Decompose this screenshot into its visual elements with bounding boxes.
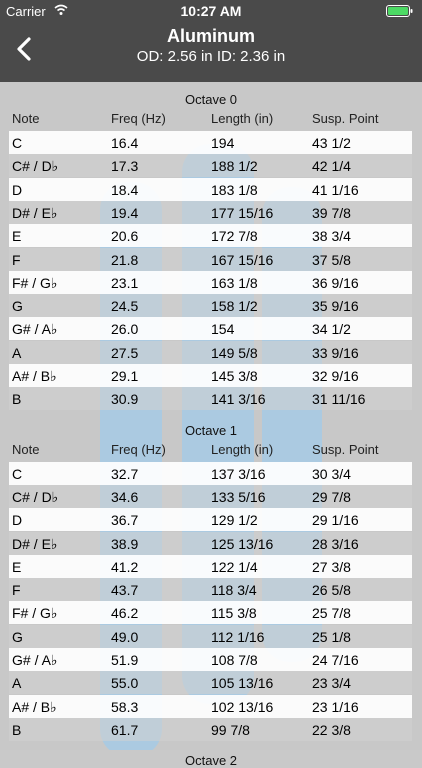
note-cell: C# / D♭ bbox=[12, 158, 59, 175]
susp-point-cell: 37 5/8 bbox=[312, 251, 351, 268]
note-cell: F bbox=[12, 582, 21, 599]
length-cell: 108 7/8 bbox=[211, 652, 258, 668]
susp-point-cell: 42 1/4 bbox=[312, 158, 351, 175]
freq-cell: 49.0 bbox=[111, 628, 139, 645]
length-cell: 129 1/2 bbox=[211, 512, 258, 529]
note-cell: B bbox=[12, 391, 22, 408]
susp-point-cell: 33 9/16 bbox=[312, 344, 359, 361]
note-cell: C bbox=[12, 465, 23, 482]
table-row[interactable] bbox=[9, 131, 412, 154]
table-row[interactable] bbox=[9, 485, 412, 508]
clock-time: 10:27 AM bbox=[180, 3, 242, 19]
table-row[interactable] bbox=[9, 294, 412, 317]
table-row[interactable] bbox=[9, 462, 412, 485]
susp-point-cell: 28 3/16 bbox=[312, 535, 359, 552]
note-cell: A bbox=[12, 344, 22, 361]
length-cell: 122 1/4 bbox=[211, 558, 258, 575]
susp-point-cell: 41 1/16 bbox=[312, 181, 359, 198]
note-cell: C bbox=[12, 135, 23, 151]
freq-cell: 55.0 bbox=[111, 675, 139, 692]
page-subtitle: OD: 2.56 in ID: 2.36 in bbox=[136, 48, 286, 65]
column-header: Freq (Hz) bbox=[111, 111, 166, 126]
note-cell: G bbox=[12, 628, 23, 645]
column-header: Length (in) bbox=[211, 441, 274, 457]
length-cell: 118 3/4 bbox=[211, 582, 257, 599]
susp-point-cell: 24 7/16 bbox=[312, 652, 359, 668]
table-row[interactable] bbox=[9, 317, 412, 340]
freq-cell: 23.1 bbox=[111, 274, 139, 291]
susp-point-cell: 25 1/8 bbox=[312, 628, 351, 645]
note-cell: E bbox=[12, 558, 22, 575]
length-cell: 102 13/16 bbox=[211, 698, 274, 715]
table-row[interactable] bbox=[9, 625, 412, 648]
susp-point-cell: 29 7/8 bbox=[312, 488, 351, 505]
table-row[interactable] bbox=[9, 224, 412, 247]
table-header bbox=[0, 109, 422, 129]
length-cell: 125 13/16 bbox=[211, 535, 274, 552]
table-header bbox=[0, 440, 422, 460]
susp-point-cell: 22 3/8 bbox=[312, 721, 351, 738]
length-cell: 188 1/2 bbox=[211, 158, 258, 175]
length-cell: 163 1/8 bbox=[211, 274, 258, 291]
freq-cell: 19.4 bbox=[111, 204, 139, 221]
octave-heading: Octave 2 bbox=[184, 753, 238, 768]
table-row[interactable] bbox=[9, 601, 412, 624]
susp-point-cell: 23 1/16 bbox=[312, 698, 359, 715]
note-cell: D bbox=[12, 512, 23, 529]
length-cell: 133 5/16 bbox=[211, 488, 266, 505]
table-row[interactable] bbox=[9, 178, 412, 201]
susp-point-cell: 29 1/16 bbox=[312, 512, 359, 529]
table-row[interactable] bbox=[9, 248, 412, 271]
length-cell: 145 3/8 bbox=[211, 368, 258, 384]
susp-point-cell: 27 3/8 bbox=[312, 558, 351, 575]
table-row[interactable] bbox=[9, 201, 412, 224]
column-header: Susp. Point bbox=[312, 441, 379, 457]
susp-point-cell: 38 3/4 bbox=[312, 228, 351, 245]
susp-point-cell: 36 9/16 bbox=[312, 274, 359, 291]
note-cell: A# / B♭ bbox=[12, 698, 57, 715]
note-cell: G# / A♭ bbox=[12, 652, 58, 668]
freq-cell: 34.6 bbox=[111, 488, 139, 505]
length-cell: 141 3/16 bbox=[211, 391, 266, 408]
column-header: Susp. Point bbox=[312, 111, 379, 126]
freq-cell: 51.9 bbox=[111, 652, 139, 668]
freq-cell: 30.9 bbox=[111, 391, 139, 408]
note-cell: E bbox=[12, 228, 22, 245]
susp-point-cell: 30 3/4 bbox=[312, 465, 351, 482]
freq-cell: 18.4 bbox=[111, 181, 139, 198]
susp-point-cell: 23 3/4 bbox=[312, 675, 351, 692]
susp-point-cell: 43 1/2 bbox=[312, 135, 351, 151]
carrier-label: Carrier bbox=[6, 4, 46, 19]
note-cell: F# / G♭ bbox=[12, 274, 58, 291]
freq-cell: 36.7 bbox=[111, 512, 139, 529]
table-row[interactable] bbox=[9, 555, 412, 578]
freq-cell: 58.3 bbox=[111, 698, 139, 715]
note-cell: A# / B♭ bbox=[12, 368, 57, 384]
length-cell: 149 5/8 bbox=[211, 344, 258, 361]
table-row[interactable] bbox=[9, 364, 412, 387]
table-row[interactable] bbox=[9, 341, 412, 364]
note-cell: B bbox=[12, 721, 22, 738]
length-cell: 183 1/8 bbox=[211, 181, 258, 198]
table-row[interactable] bbox=[9, 695, 412, 718]
note-cell: D# / E♭ bbox=[12, 204, 58, 221]
freq-cell: 46.2 bbox=[111, 605, 139, 622]
susp-point-cell: 35 9/16 bbox=[312, 298, 359, 315]
table-row[interactable] bbox=[9, 387, 412, 410]
note-cell: C# / D♭ bbox=[12, 488, 59, 505]
length-cell: 172 7/8 bbox=[211, 228, 258, 245]
length-cell: 99 7/8 bbox=[211, 721, 250, 738]
table-row[interactable] bbox=[9, 718, 412, 741]
freq-cell: 16.4 bbox=[111, 135, 139, 151]
freq-cell: 21.8 bbox=[111, 251, 139, 268]
tube-length-table bbox=[0, 82, 422, 768]
length-cell: 112 1/16 bbox=[211, 628, 265, 645]
table-row[interactable] bbox=[9, 154, 412, 177]
susp-point-cell: 32 9/16 bbox=[312, 368, 359, 384]
freq-cell: 41.2 bbox=[111, 558, 139, 575]
octave-heading: Octave 0 bbox=[184, 92, 238, 107]
length-cell: 177 15/16 bbox=[211, 204, 274, 221]
note-cell: G bbox=[12, 298, 23, 315]
table-row[interactable] bbox=[9, 508, 412, 531]
note-cell: A bbox=[12, 675, 22, 692]
length-cell: 158 1/2 bbox=[211, 298, 258, 315]
status-bar bbox=[0, 0, 422, 22]
note-cell: F# / G♭ bbox=[12, 605, 58, 622]
table-row[interactable] bbox=[9, 532, 412, 555]
table-row[interactable] bbox=[9, 578, 412, 601]
octave-heading: Octave 1 bbox=[184, 422, 238, 438]
length-cell: 154 bbox=[211, 321, 235, 338]
note-cell: F bbox=[12, 251, 21, 268]
page-title: Aluminum bbox=[167, 26, 255, 46]
note-cell: G# / A♭ bbox=[12, 321, 58, 338]
freq-cell: 29.1 bbox=[111, 368, 139, 384]
freq-cell: 26.0 bbox=[111, 321, 139, 338]
note-cell: D# / E♭ bbox=[12, 535, 58, 552]
susp-point-cell: 26 5/8 bbox=[312, 582, 351, 599]
column-header: Length (in) bbox=[211, 111, 274, 126]
battery-icon bbox=[386, 5, 414, 17]
freq-cell: 17.3 bbox=[111, 158, 139, 175]
table-row[interactable] bbox=[9, 671, 412, 694]
freq-cell: 38.9 bbox=[111, 535, 139, 552]
table-row[interactable] bbox=[9, 648, 412, 671]
freq-cell: 20.6 bbox=[111, 228, 139, 245]
susp-point-cell: 31 11/16 bbox=[312, 391, 366, 408]
freq-cell: 43.7 bbox=[111, 582, 139, 599]
navigation-bar bbox=[0, 0, 422, 82]
freq-cell: 61.7 bbox=[111, 721, 139, 738]
table-row[interactable] bbox=[9, 271, 412, 294]
length-cell: 137 3/16 bbox=[211, 465, 266, 482]
length-cell: 115 3/8 bbox=[211, 605, 257, 622]
susp-point-cell: 34 1/2 bbox=[312, 321, 351, 338]
note-cell: D bbox=[12, 181, 23, 198]
freq-cell: 24.5 bbox=[111, 298, 139, 315]
length-cell: 167 15/16 bbox=[211, 251, 274, 268]
column-header: Note bbox=[12, 111, 40, 126]
freq-cell: 27.5 bbox=[111, 344, 139, 361]
column-header: Note bbox=[12, 441, 40, 457]
length-cell: 194 bbox=[211, 135, 235, 151]
length-cell: 105 13/16 bbox=[211, 675, 274, 692]
susp-point-cell: 39 7/8 bbox=[312, 204, 351, 221]
freq-cell: 32.7 bbox=[111, 465, 139, 482]
susp-point-cell: 25 7/8 bbox=[312, 605, 351, 622]
column-header: Freq (Hz) bbox=[111, 441, 166, 457]
